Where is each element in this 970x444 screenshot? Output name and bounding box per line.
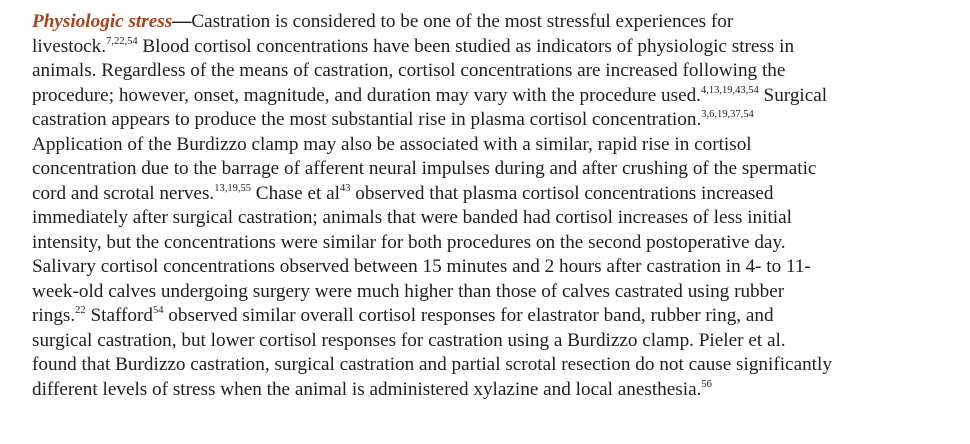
- paragraph-line-5: [32, 108, 932, 133]
- citation-superscript: 7,22,54: [106, 35, 138, 47]
- citation-superscript: 56: [701, 378, 712, 390]
- paragraph-line-16: [32, 378, 932, 403]
- text-run: Surgical: [758, 84, 828, 106]
- text-run: animals. Regardless of the means of castration, cortisol concentrations are increased following the: [32, 60, 786, 81]
- paragraph-line-13: [32, 304, 932, 329]
- text-run: surgical castration, but lower cortisol responses for castration using a Burdizzo clamp. Pieler et al.: [32, 329, 786, 351]
- paragraph-line-12: [32, 280, 932, 305]
- text-run: castration appears to produce the most substantial rise in plasma cortisol concentration.: [32, 109, 702, 130]
- text-run: immediately after surgical castration; animals that were banded had cortisol increases of less initial: [32, 207, 792, 228]
- text-run: procedure; however, onset, magnitude, and duration may vary with the procedure used.: [32, 84, 701, 106]
- paragraph-line-6: [32, 133, 932, 158]
- section-heading: Physiologic stress: [32, 11, 173, 32]
- paragraph-line-1-text: [191, 11, 733, 32]
- paragraph-line-14: [32, 329, 932, 354]
- text-run: week-old calves undergoing surgery were much higher than those of calves castrated using rubber: [32, 280, 785, 302]
- paragraph-line-9: [32, 206, 932, 231]
- text-run: Application of the Burdizzo clamp may also be associated with a similar, rapid rise in cortisol: [32, 133, 752, 155]
- text-run: Stafford: [85, 305, 153, 326]
- paragraph-line-2: [32, 35, 932, 60]
- text-run: observed that plasma cortisol concentrations increased: [350, 182, 774, 204]
- citation-superscript: 43: [339, 182, 351, 194]
- citation-superscript: 22: [75, 305, 86, 316]
- paragraph-body: [32, 35, 932, 403]
- text-run: Blood cortisol concentrations have been studied as indicators of physiologic stress in: [137, 35, 795, 57]
- paragraph-line-8: [32, 182, 932, 207]
- text-run: found that Burdizzo castration, surgical castration and partial scrotal resection do not cause significantly: [32, 354, 832, 375]
- citation-superscript: 13,19,55: [214, 182, 251, 194]
- text-run: observed similar overall cortisol responses for elastrator band, rubber ring, and: [163, 305, 774, 326]
- text-run: cord and scrotal nerves.: [32, 182, 215, 204]
- heading-dash: —: [172, 11, 192, 32]
- paragraph-line-3: [32, 59, 932, 84]
- paragraph-line-4: [32, 84, 932, 109]
- text-run: Castration is considered to be one of the most stressful experiences for: [191, 11, 734, 32]
- text-run: livestock.: [32, 35, 107, 57]
- text-run: Chase et al: [250, 182, 340, 204]
- text-run: different levels of stress when the animal is administered xylazine and local anesthesia.: [32, 378, 702, 400]
- citation-superscript: 4,13,19,43,54: [700, 84, 759, 96]
- paragraph-line-10: [32, 231, 932, 256]
- paragraph-line-1: [32, 10, 932, 35]
- paragraph-line-15: [32, 353, 932, 378]
- text-run: intensity, but the concentrations were similar for both procedures on the second postoperative day.: [32, 231, 786, 253]
- text-run: rings.: [32, 305, 76, 326]
- paragraph-line-11: [32, 255, 932, 280]
- text-run: concentration due to the barrage of afferent neural impulses during and after crushing of the spermatic: [32, 158, 817, 179]
- text-run: Salivary cortisol concentrations observed between 15 minutes and 2 hours after castration in 4- to 11-: [32, 256, 811, 277]
- paragraph-line-7: [32, 157, 932, 182]
- document-paragraph: [32, 10, 932, 402]
- citation-superscript: 54: [153, 305, 164, 316]
- citation-superscript: 3,6,19,37,54: [701, 109, 754, 120]
